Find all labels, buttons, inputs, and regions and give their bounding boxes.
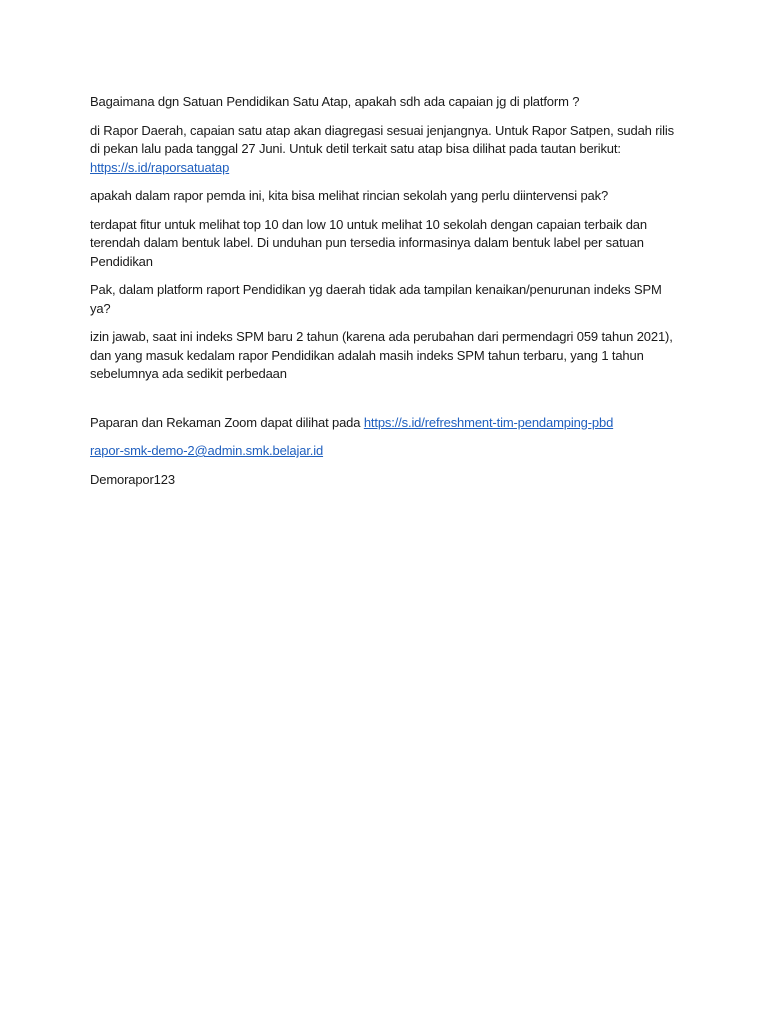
- question-indeks-spm: Pak, dalam platform raport Pendidikan yg daerah tidak ada tampilan kenaikan/penurunan indeks SPM ya?: [90, 282, 662, 316]
- password-paragraph: Demorapor123: [90, 471, 175, 487]
- answer-satu-atap-text: di Rapor Daerah, capaian satu atap akan diagregasi sesuai jenjangnya. Untuk Rapor Satpen, sudah rilis di pekan lalu pada tanggal 27 Juni. Untuk detil terkait satu atap bisa dilihat pada tautan berikut:: [90, 122, 674, 156]
- email-paragraph: [90, 442, 680, 461]
- answer-rincian-sekolah: terdapat fitur untuk melihat top 10 dan low 10 untuk melihat 10 sekolah dengan capaian terbaik dan terendah dalam bentuk label. Di unduhan pun tersedia informasinya dalam bentuk label per satuan Pendidikan: [90, 216, 647, 269]
- question-rincian-sekolah: apakah dalam rapor pemda ini, kita bisa melihat rincian sekolah yang perlu diintervensi pak?: [90, 188, 609, 203]
- refreshment-link[interactable]: https://s.id/refreshment-tim-pendamping-pbd: [363, 414, 614, 430]
- demo-email-link[interactable]: rapor-smk-demo-2@admin.smk.belajar.id: [90, 443, 324, 458]
- document-body: [90, 93, 680, 499]
- raporsatuatap-link[interactable]: https://s.id/raporsatuatap: [90, 159, 230, 175]
- zoom-recording-paragraph: [90, 414, 680, 433]
- question-satu-atap: Bagaimana dgn Satuan Pendidikan Satu Atap, apakah sdh ada capaian jg di platform ?: [90, 94, 580, 109]
- answer-satu-atap: [90, 122, 680, 178]
- answer-indeks-spm: izin jawab, saat ini indeks SPM baru 2 tahun (karena ada perubahan dari permendagri 059 tahun 2021), dan yang masuk kedalam rapor Pendidikan adalah masih indeks SPM tahun terbaru, yang 1 tahun sebelumnya ada sedikit perbedaan: [90, 329, 673, 381]
- paragraph-spacer: [90, 394, 680, 414]
- zoom-recording-text: Paparan dan Rekaman Zoom dapat dilihat pada: [90, 414, 364, 430]
